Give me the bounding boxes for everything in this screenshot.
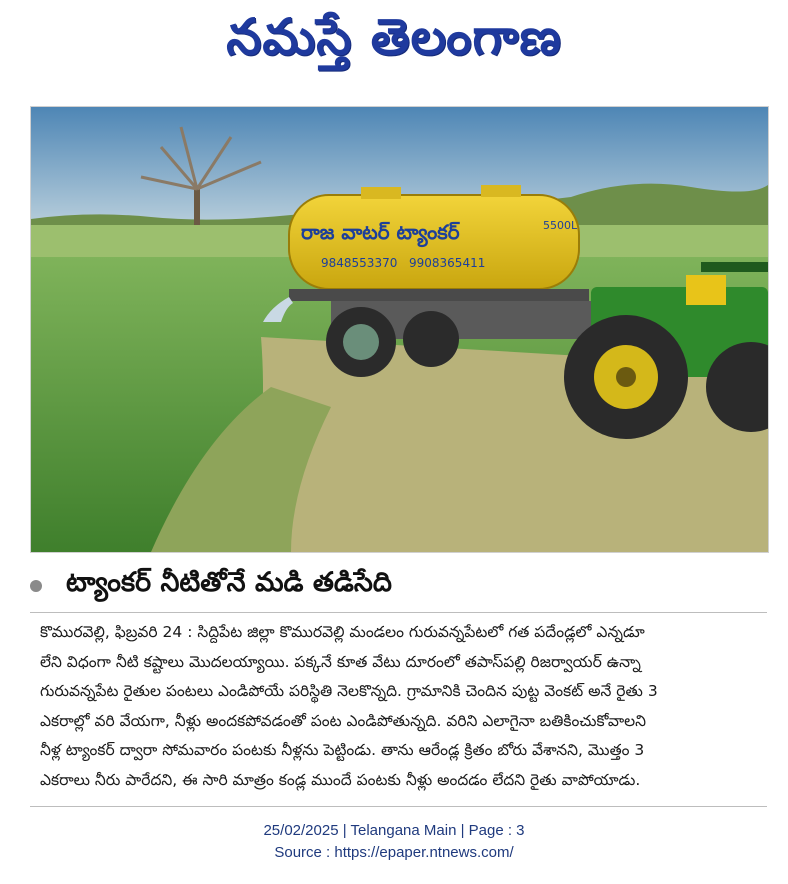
- divider-bottom: [30, 806, 767, 807]
- article-line: కొమురవెల్లి, ఫిబ్రవరి 24 : సిద్దిపేట జిల్లా కొమురవెల్లి మండలం గురువన్నపేటలో గత పదేండ్లలో ఎన్నడూ: [40, 623, 645, 641]
- tanker-phone-2: 9908365411: [409, 256, 486, 270]
- tanker-name-text: రాజ వాటర్ ట్యాంకర్: [301, 220, 460, 244]
- tractor: [564, 262, 768, 439]
- tanker-field-photo: [31, 107, 768, 552]
- article-line: గురువన్నపేట రైతుల పంటలు ఎండిపోయే పరిస్థితి నెలకొన్నది. గ్రామానికి చెందిన పుట్ట వెంకట్ అనే రైతు 3: [40, 682, 658, 700]
- article-body: [40, 618, 770, 795]
- article-line: ఎకరాలు నీరు పారేదని, ఈ సారి మాత్రం కండ్ల ముందే పంటకు నీళ్లు అందడం లేదని రైతు వాపోయాడు.: [40, 770, 641, 789]
- article-line: ఎకరాల్లో వరి వేయగా, నీళ్లు అందకపోవడంతో పంట ఎండిపోతున్నది. వరిని ఎలాగైనా బతికించుకోవాలని: [40, 711, 646, 730]
- divider-top: [30, 612, 767, 613]
- headline-text: ట్యాంకర్ నీటితోనే మడి తడిసేది: [66, 567, 392, 598]
- page-footer: [0, 820, 788, 864]
- masthead-title: నమస్తే తెలంగాణ: [226, 7, 562, 66]
- tanker-phone-1: 9848553370: [321, 256, 398, 270]
- footer-source-link[interactable]: Source : https://epaper.ntnews.com/: [274, 844, 514, 861]
- tanker-capacity: 5500L: [543, 219, 578, 232]
- article-headline: [28, 566, 768, 606]
- article-line: లేని విధంగా నీటి కష్టాలు మొదలయ్యాయి. పక్కనే కూత వేటు దూరంలో తపాస్‌పల్లి రిజర్వాయర్ ఉన్నా: [40, 652, 641, 671]
- bullet-icon: [30, 580, 42, 592]
- article-line: నీళ్ల ట్యాంకర్ ద్వారా సోమవారం పంటకు నీళ్లను పెట్టిండు. తాను ఆరేండ్ల క్రితం బోరు వేశానని, మొత్తం 3: [40, 741, 645, 759]
- footer-date-edition: 25/02/2025 | Telangana Main | Page : 3: [263, 822, 525, 839]
- news-photo: [30, 106, 769, 553]
- newspaper-masthead: [0, 2, 788, 84]
